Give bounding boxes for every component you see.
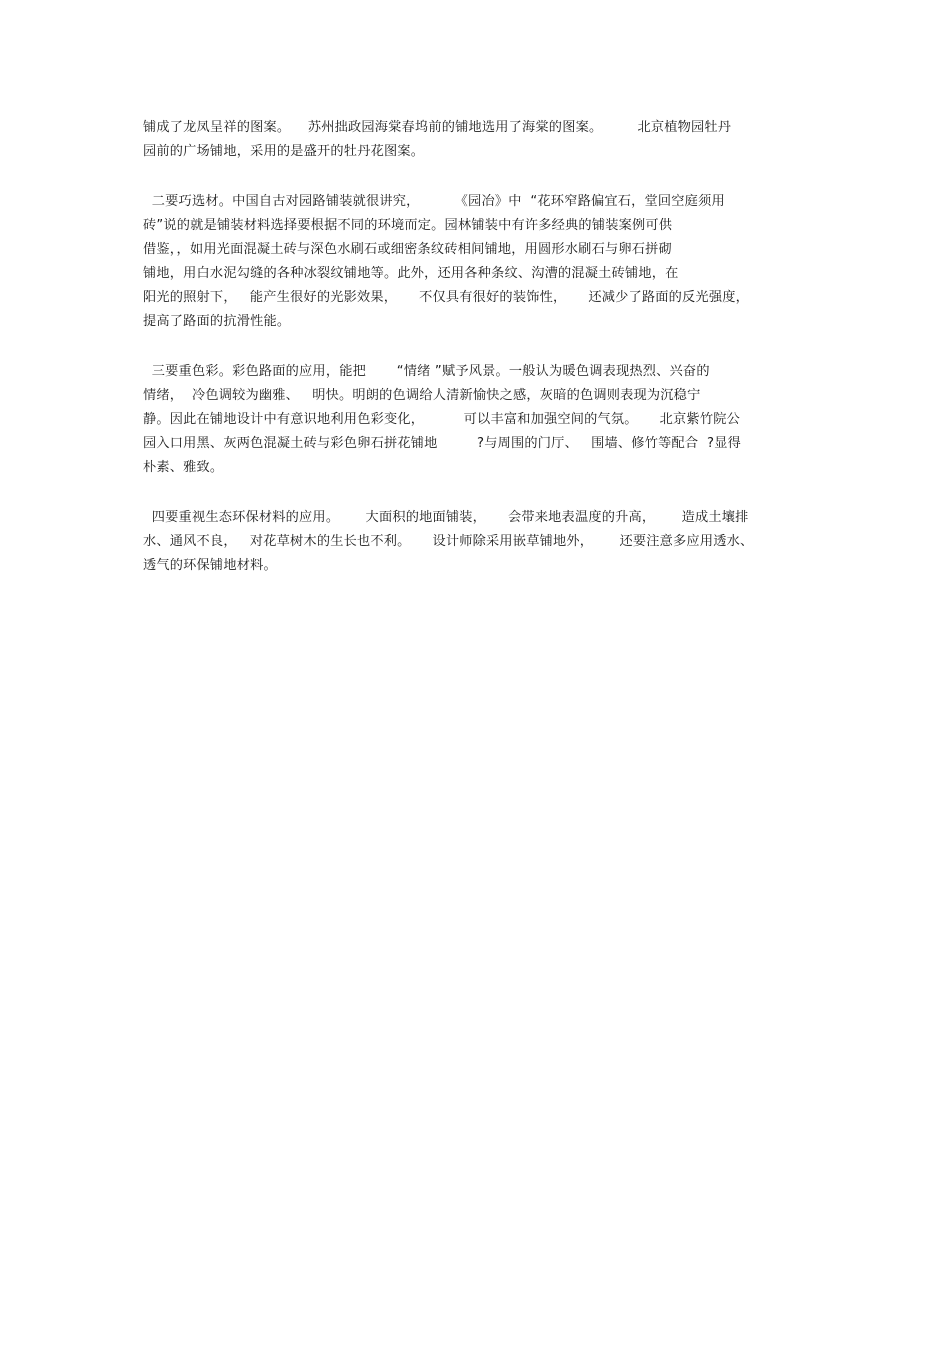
text-line: 园入口用黑、灰两色混凝土砖与彩色卵石拼花铺地 ?与周围的门厅、 围墙、修竹等配合 ?显得 [143, 436, 741, 451]
text-line: 提高了路面的抗滑性能。 [143, 314, 291, 329]
text-line: 四要重视生态环保材料的应用。 大面积的地面铺装， 会带来地表温度的升高， 造成土壤排 [143, 510, 749, 525]
paragraph-pattern-examples [143, 116, 808, 164]
text-line: 情绪， 冷色调较为幽雅、 明快。明朗的色调给人清新愉快之感，灰暗的色调则表现为沉稳宁 [143, 388, 701, 403]
text-line: 砖”说的就是铺装材料选择要根据不同的环境而定。园林铺装中有许多经典的铺装案例可供 [143, 218, 673, 233]
text-line: 三要重色彩。彩色路面的应用，能把 “情绪 ”赋予风景。一般认为暖色调表现热烈、兴奋的 [143, 364, 710, 379]
document-body [143, 116, 808, 578]
text-line: 借鉴，，如用光面混凝土砖与深色水刷石或细密条纹砖相间铺地，用圆形水刷石与卵石拼砌 [143, 242, 672, 257]
text-line: 阳光的照射下， 能产生很好的光影效果， 不仅具有很好的装饰性， 还减少了路面的反光强度， [143, 290, 749, 305]
text-line: 铺成了龙凤呈祥的图案。 苏州拙政园海棠春坞前的铺地选用了海棠的图案。 北京植物园牡丹 [143, 120, 732, 135]
paragraph-eco-materials [143, 506, 808, 578]
text-line: 水、通风不良， 对花草树木的生长也不利。 设计师除采用嵌草铺地外， 还要注意多应用透水、 [143, 534, 754, 549]
paragraph-material-selection [143, 190, 808, 334]
text-line: 朴素、雅致。 [143, 460, 224, 475]
text-line: 透气的环保铺地材料。 [143, 558, 277, 573]
text-line: 二要巧选材。中国自古对园路铺装就很讲究， 《园冶》中 “花环窄路偏宜石，堂回空庭须用 [143, 194, 725, 209]
paragraph-gap [143, 334, 808, 360]
text-line: 铺地，用白水泥勾缝的各种冰裂纹铺地等。此外，还用各种条纹、沟漕的混凝土砖铺地，在 [143, 266, 679, 281]
paragraph-gap [143, 480, 808, 506]
paragraph-color-emphasis [143, 360, 808, 480]
paragraph-gap [143, 164, 808, 190]
text-line: 静。因此在铺地设计中有意识地利用色彩变化， 可以丰富和加强空间的气氛。 北京紫竹院公 [143, 412, 740, 427]
text-line: 园前的广场铺地，采用的是盛开的牡丹花图案。 [143, 144, 425, 159]
